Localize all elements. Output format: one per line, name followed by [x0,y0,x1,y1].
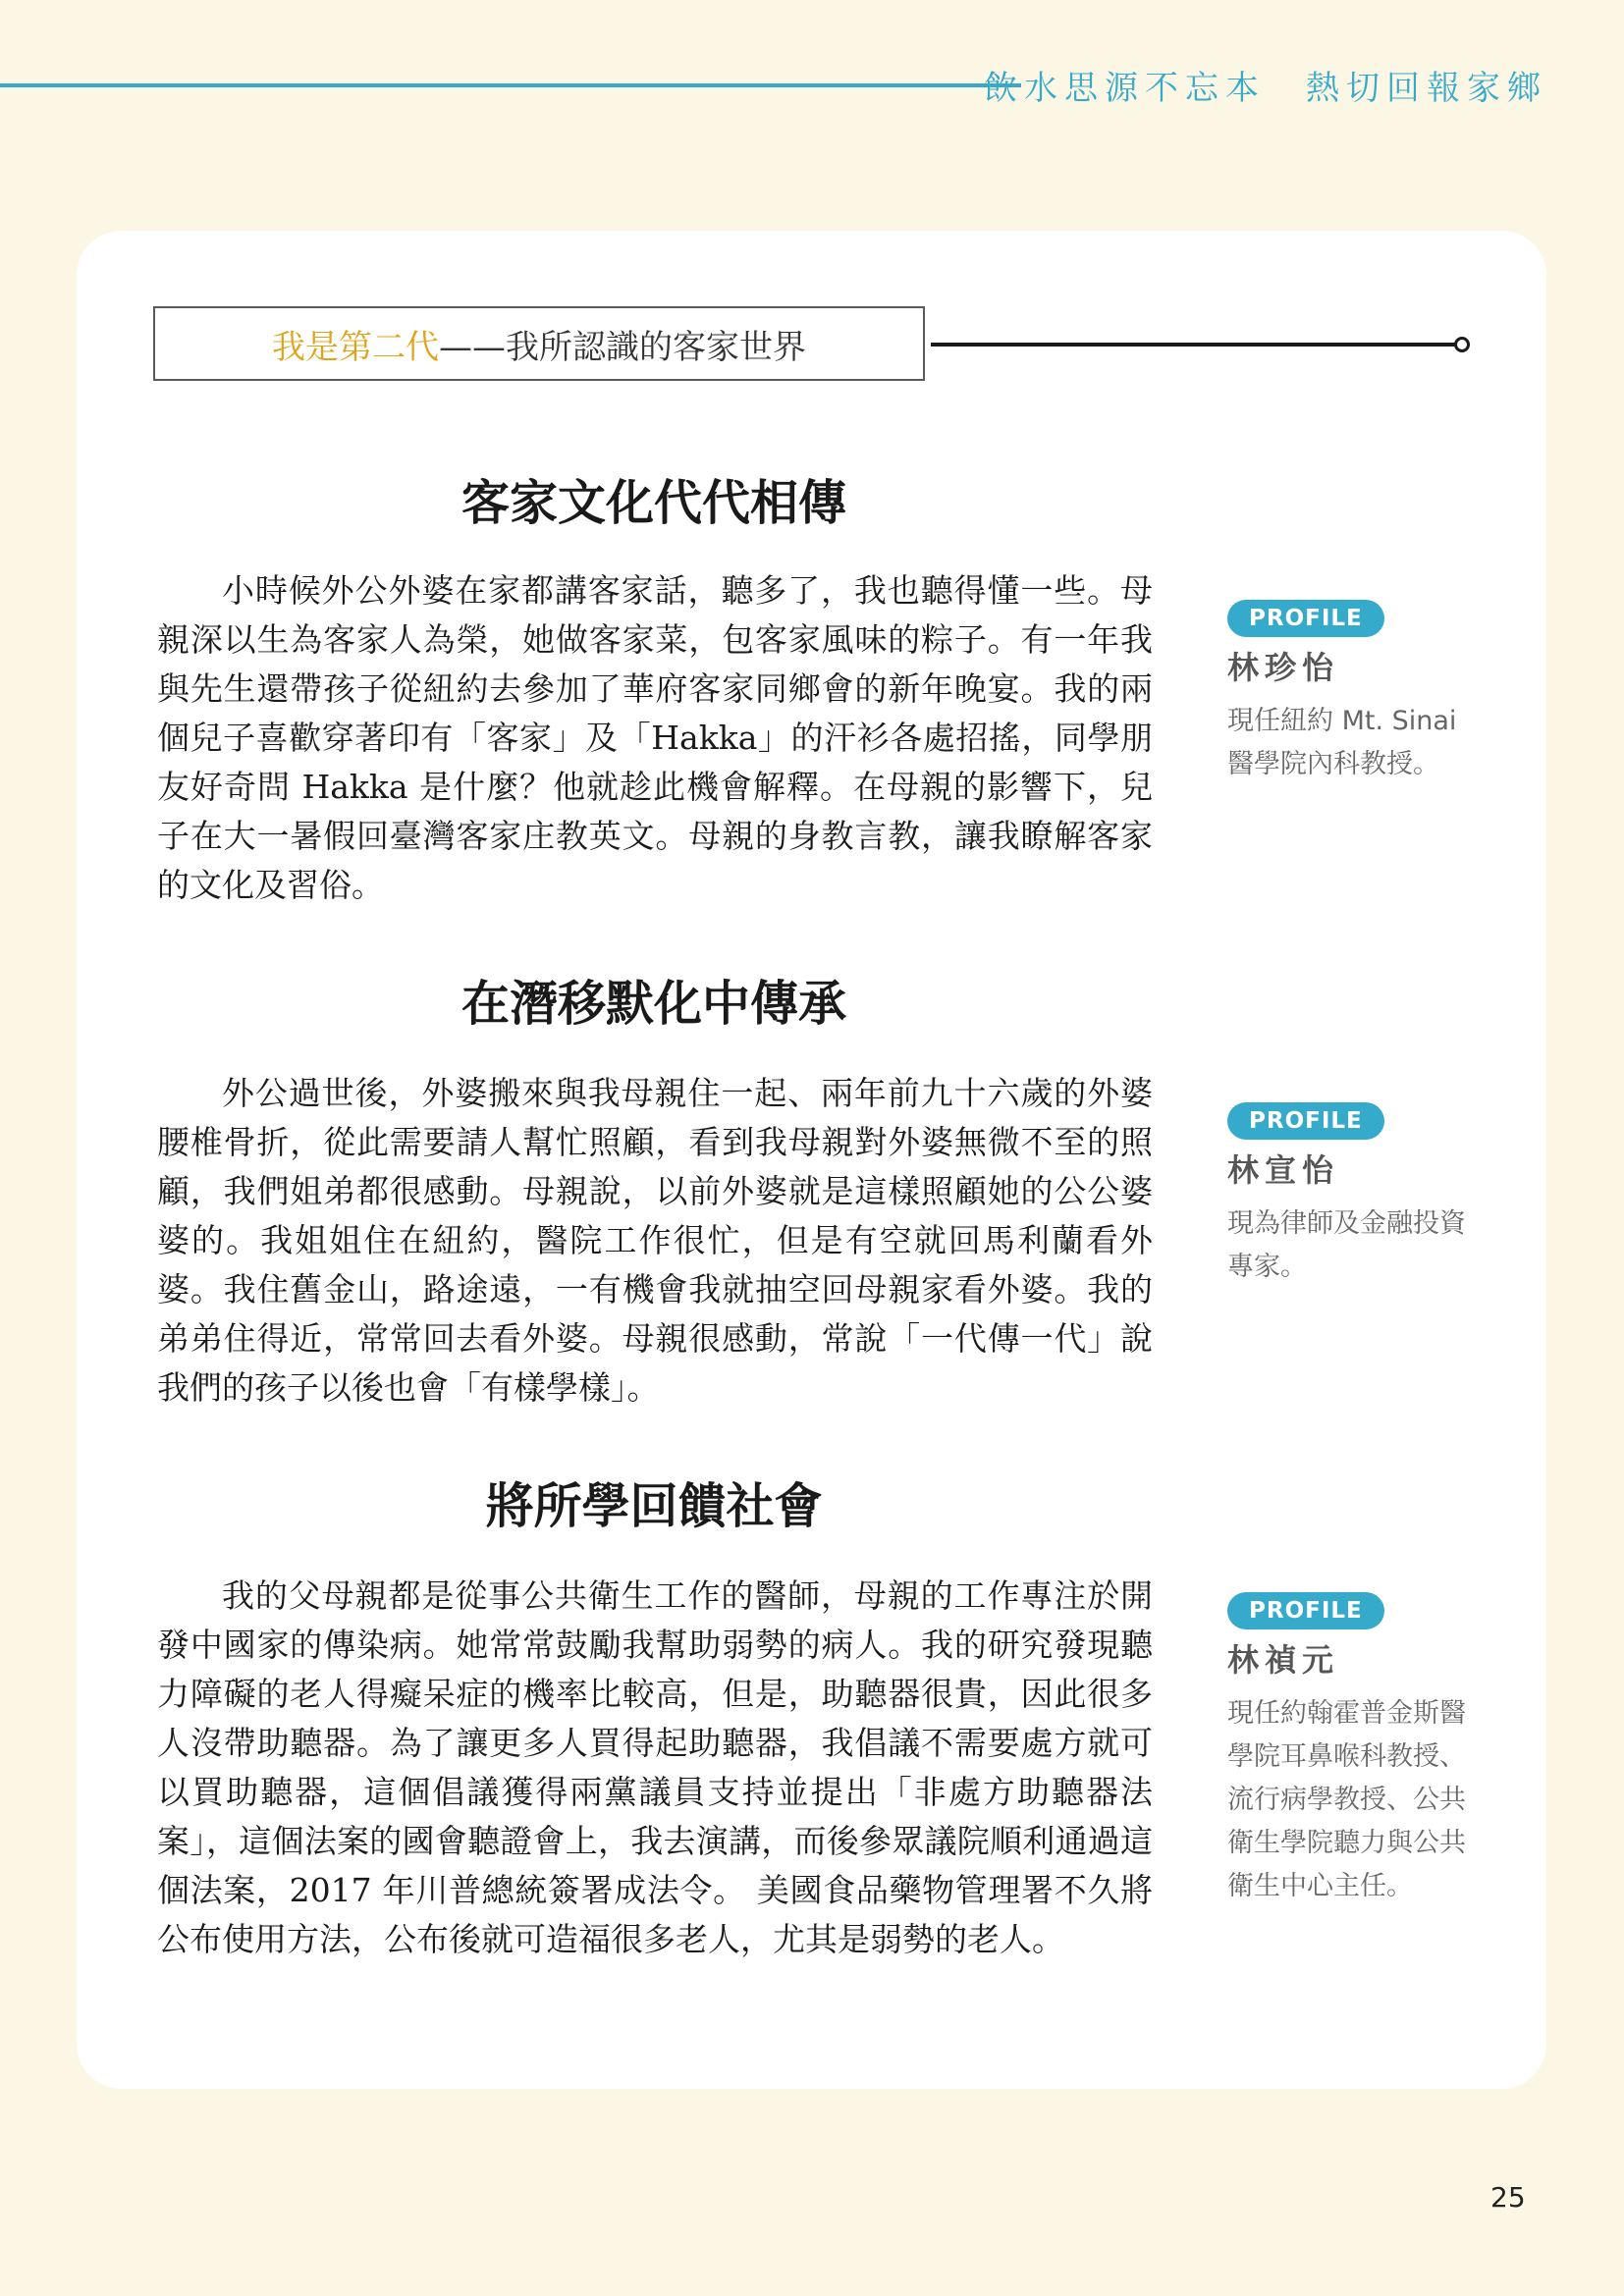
section-title-rule [931,343,1459,347]
profile-description: 現為律師及金融投資專家。 [1227,1208,1466,1282]
profile-description: 現任紐約 Mt. Sinai 醫學院內科教授。 [1227,706,1457,779]
article-body: 我的父母親都是從事公共衛生工作的醫師，母親的工作專注於開發中國家的傳染病。她常常鼓勵我幫助弱勢的病人。我的研究發現聽力障礙的老人得癡呆症的機率比較高，但是，助聽器很貴，因此很多人沒帶助聽器。為了讓更多人買得起助聽器，我倡議不需要處方就可以買助聽器，這個倡議獲得兩黨議員支持並提出「非處方助聽器法案」，這個法案的國會聽證會上，我去演講，而後參眾議院順利通過這個法案，2017 年川普總統簽署成法令。 美國食品藥物管理署不久將公布使用方法，公布後就可造福很多老人，尤其是弱勢的老人。 [157,1576,1153,1958]
profile-badge: PROFILE [1227,600,1384,637]
section-title-rest: ——我所認識的客家世界 [439,327,806,367]
profile-block [1227,600,1483,786]
profile-badge: PROFILE [1227,1592,1384,1629]
section-title-box [153,306,925,381]
profile-name: 林珍怡 [1227,649,1340,686]
article-heading: 將所學回饋社會 [485,1478,823,1534]
profile-description: 現任約翰霍普金斯醫學院耳鼻喉科教授、流行病學教授、公共衛生學院聽力與公共衛生中心主任。 [1227,1698,1466,1901]
profile-badge: PROFILE [1227,1102,1384,1140]
profile-block [1227,1592,1483,1908]
section-title-rule-end-dot [1454,337,1470,352]
running-header-title: 飲水思源不忘本 熱切回報家鄉 [984,69,1547,108]
header-rule [0,83,1021,87]
article-heading: 在潛移默化中傳承 [460,976,846,1032]
page-number: 25 [1490,2181,1526,2214]
article-body: 外公過世後，外婆搬來與我母親住一起、兩年前九十六歲的外婆腰椎骨折，從此需要請人幫忙照顧，看到我母親對外婆無微不至的照顧，我們姐弟都很感動。母親說，以前外婆就是這樣照顧她的公公婆婆的。我姐姐住在紐約，醫院工作很忙，但是有空就回馬利蘭看外婆。我住舊金山，路途遠，一有機會我就抽空回母親家看外婆。我的弟弟住得近，常常回去看外婆。母親很感動，常說「一代傳一代」說我們的孩子以後也會「有樣學樣」。 [157,1074,1153,1407]
profile-block [1227,1102,1483,1289]
profile-name: 林禎元 [1227,1641,1340,1679]
article-body: 小時候外公外婆在家都講客家話，聽多了，我也聽得懂一些。母親深以生為客家人為榮，她做客家菜，包客家風味的粽子。有一年我與先生還帶孩子從紐約去參加了華府客家同鄉會的新年晚宴。我的兩個兒子喜歡穿著印有「客家」及「Hakka」的汗衫各處招搖，同學朋友好奇問 Hakka 是什麼？他就趁此機會解釋。在母親的影響下，兒子在大一暑假回臺灣客家庄教英文。母親的身教言教，讓我瞭解客家的文化及習俗。 [157,571,1153,904]
profile-name: 林宣怡 [1227,1151,1340,1189]
section-title-highlight: 我是第二代 [272,327,439,367]
article-heading: 客家文化代代相傳 [460,475,846,531]
